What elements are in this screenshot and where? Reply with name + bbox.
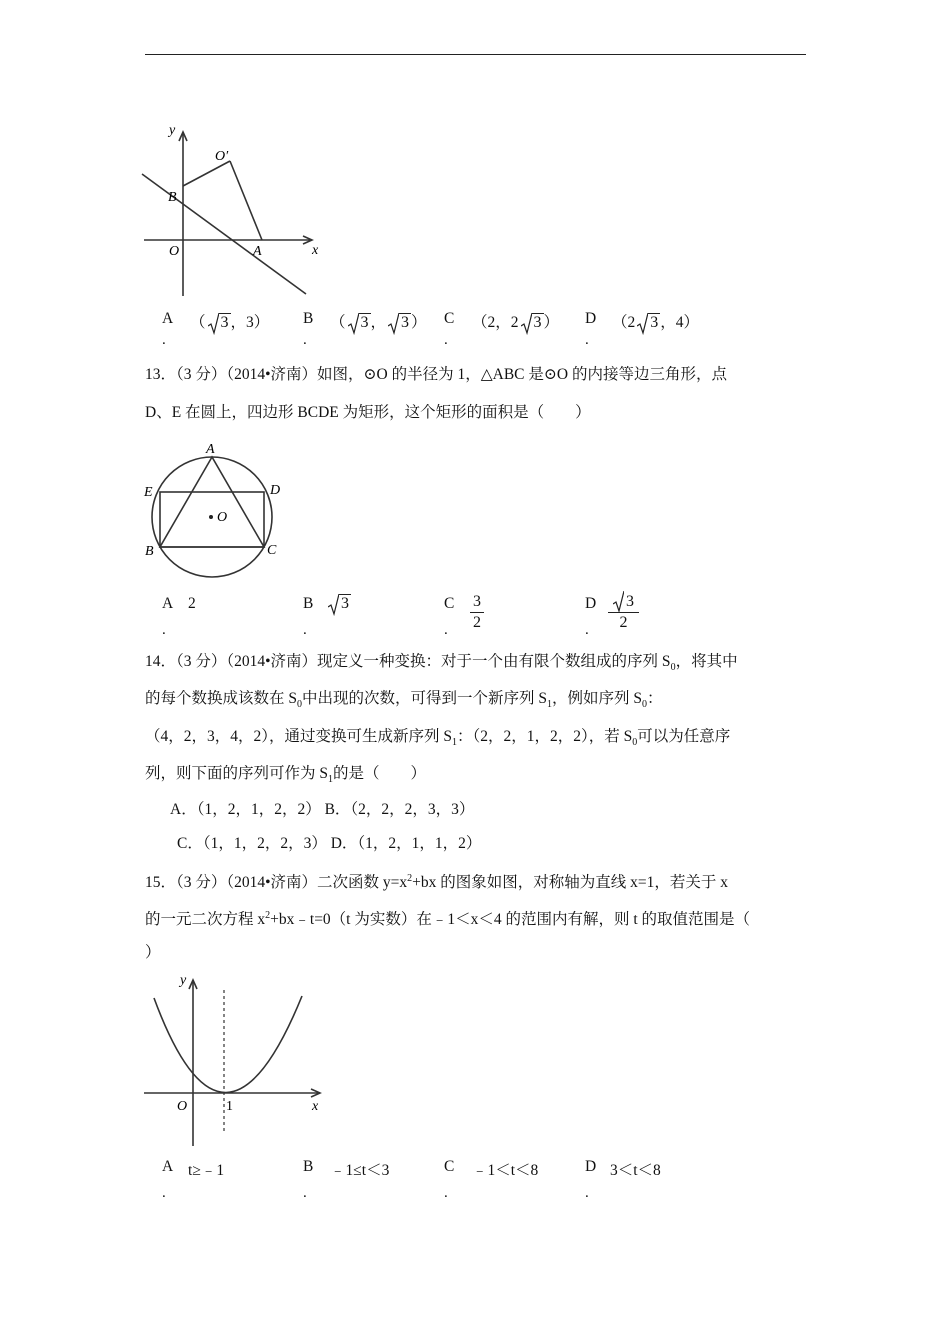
q13-triangle-abc bbox=[160, 457, 264, 547]
q13-option-d-value[interactable] bbox=[608, 592, 639, 633]
q15-figure bbox=[140, 968, 335, 1148]
fraction: $\frac{3}{2}$ bbox=[470, 592, 484, 633]
q14-options-row2 bbox=[177, 833, 481, 855]
sqrt-symbol: 3 bbox=[348, 314, 371, 332]
q13-option-dot: . bbox=[585, 622, 589, 638]
q15-option-a-value[interactable]: t≥﹣1 bbox=[188, 1162, 225, 1179]
q15-option-a-letter[interactable]: A bbox=[162, 1158, 174, 1175]
q13-option-c-letter[interactable]: C bbox=[444, 595, 455, 612]
q12-option-c-value[interactable]: （2，2 3 ） bbox=[472, 314, 560, 331]
sqrt-symbol: 3 bbox=[637, 314, 660, 332]
q13-stem-line1: 13．（3 分）（2014•济南）如图，⊙O 的半径为 1，△ABC 是⊙O 的内接等边三角形，点 bbox=[145, 366, 727, 383]
q12-label-o: O bbox=[169, 244, 180, 259]
q14-options-row1 bbox=[170, 799, 474, 821]
q15-stem-line2: 的一元二次方程 $x^2+bx﹣t=0(t$ 为实数）在﹣1＜x＜4 的范围内有解，则 t 的取值范围是（ bbox=[145, 910, 751, 929]
q12-option-c-letter[interactable]: C bbox=[444, 310, 455, 327]
q15-option-c-value[interactable]: ﹣1＜t＜8 bbox=[472, 1162, 539, 1179]
q13-option-d-letter[interactable]: D bbox=[585, 595, 597, 612]
q12-label-y: y bbox=[169, 123, 176, 138]
q12-option-a-letter[interactable]: A bbox=[162, 310, 174, 327]
q12-option-b-value[interactable]: （ 3 ， 3 ） bbox=[330, 314, 427, 331]
q15-option-c-letter[interactable]: C bbox=[444, 1158, 455, 1175]
q13-label-e: E bbox=[144, 485, 153, 500]
q14-stem-line2: 的每个数换成该数在 $S_0$中出现的次数，可得到一个新序列 $S_1$，例如序列 $S_0$： bbox=[145, 690, 663, 711]
q15-option-d-value[interactable]: 3＜t＜8 bbox=[610, 1162, 661, 1179]
q12-segment-oa bbox=[230, 161, 262, 240]
q13-option-b-letter[interactable]: B bbox=[303, 595, 314, 612]
q15-label-o: O bbox=[177, 1099, 188, 1114]
q12-figure bbox=[140, 118, 340, 300]
q12-option-dot: . bbox=[303, 332, 307, 348]
q13-label-o: O bbox=[217, 510, 228, 525]
q13-label-c: C bbox=[267, 543, 277, 558]
q12-option-dot: . bbox=[162, 332, 166, 348]
q14-stem-line1: 14．（3 分）（2014•济南）现定义一种变换：对于一个由有限个数组成的序列 $S_0$，将其中 bbox=[145, 653, 738, 674]
q12-option-d-letter[interactable]: D bbox=[585, 310, 597, 327]
q13-figure bbox=[140, 438, 290, 583]
q13-option-a-value[interactable]: 2 bbox=[188, 595, 196, 612]
q15-stem-line1: 15．（3 分）（2014•济南）二次函数 $y=x^2+bx$ 的图象如图，对称轴为直线 x=1，若关于 x bbox=[145, 873, 729, 892]
q12-option-dot: . bbox=[585, 332, 589, 348]
fraction: $\frac{3}{2}$ bbox=[608, 592, 639, 633]
q13-label-d: D bbox=[270, 483, 281, 498]
q14-option-d[interactable]: D．（1，2，1，1，2） bbox=[330, 835, 482, 852]
q15-option-dot: . bbox=[162, 1185, 166, 1201]
q13-option-b-value[interactable] bbox=[326, 595, 351, 613]
q12-line-ba bbox=[142, 174, 306, 294]
q15-parabola bbox=[154, 996, 302, 1093]
q15-option-d-letter[interactable]: D bbox=[585, 1158, 597, 1175]
q14-option-b[interactable]: B．（2，2，2，3，3） bbox=[324, 801, 475, 818]
q12-label-oprime: O′ bbox=[215, 149, 229, 164]
sqrt-symbol: 3 bbox=[521, 314, 544, 332]
q12-option-d-value[interactable]: （2 3 ，4） bbox=[612, 314, 700, 331]
q15-label-one: 1 bbox=[226, 1099, 233, 1114]
q15-label-y: y bbox=[180, 973, 187, 988]
q15-option-dot: . bbox=[585, 1185, 589, 1201]
q13-option-dot: . bbox=[303, 622, 307, 638]
q14-stem-line4: 列，则下面的序列可作为 $S_1$的是（ ） bbox=[145, 765, 427, 786]
q12-label-b: B bbox=[168, 190, 177, 205]
q15-stem-line3: ） bbox=[145, 944, 161, 961]
sqrt-symbol: 3 bbox=[208, 314, 231, 332]
q13-label-b: B bbox=[145, 544, 154, 559]
q15-option-b-value[interactable]: ﹣1≤t＜3 bbox=[330, 1162, 390, 1179]
q13-stem-line2: D、E 在圆上，四边形 BCDE 为矩形，这个矩形的面积是（ ） bbox=[145, 404, 591, 421]
q13-option-dot: . bbox=[444, 622, 448, 638]
q12-option-b-letter[interactable]: B bbox=[303, 310, 314, 327]
sqrt-symbol: 3 bbox=[328, 595, 351, 613]
q15-option-b-letter[interactable]: B bbox=[303, 1158, 314, 1175]
sqrt-symbol: 3 bbox=[388, 314, 411, 332]
q13-center-dot bbox=[209, 515, 213, 519]
q12-label-a: A bbox=[253, 244, 262, 259]
q15-option-dot: . bbox=[444, 1185, 448, 1201]
q12-label-x: x bbox=[312, 243, 319, 258]
q14-option-c[interactable]: C．（1，1，2，2，3） bbox=[177, 835, 327, 852]
q13-option-a-letter[interactable]: A bbox=[162, 595, 174, 612]
header-rule bbox=[145, 54, 806, 55]
q12-option-dot: . bbox=[444, 332, 448, 348]
q13-label-a: A bbox=[206, 442, 215, 457]
q15-option-dot: . bbox=[303, 1185, 307, 1201]
q14-option-a[interactable]: A．（1，2，1，2，2） bbox=[170, 801, 321, 818]
q15-label-x: x bbox=[312, 1099, 319, 1114]
sqrt-symbol: 3 bbox=[613, 592, 636, 612]
q13-option-dot: . bbox=[162, 622, 166, 638]
q12-segment-bo bbox=[183, 161, 230, 186]
q14-stem-line3: （4，2，3，4，2），通过变换可生成新序列 $S_1$：（2，2，1，2，2），若 $S_0$可以为任意序 bbox=[145, 728, 731, 749]
q12-option-a-value[interactable]: （ 3 ，3） bbox=[190, 314, 270, 331]
q13-option-c-value[interactable] bbox=[470, 592, 484, 633]
